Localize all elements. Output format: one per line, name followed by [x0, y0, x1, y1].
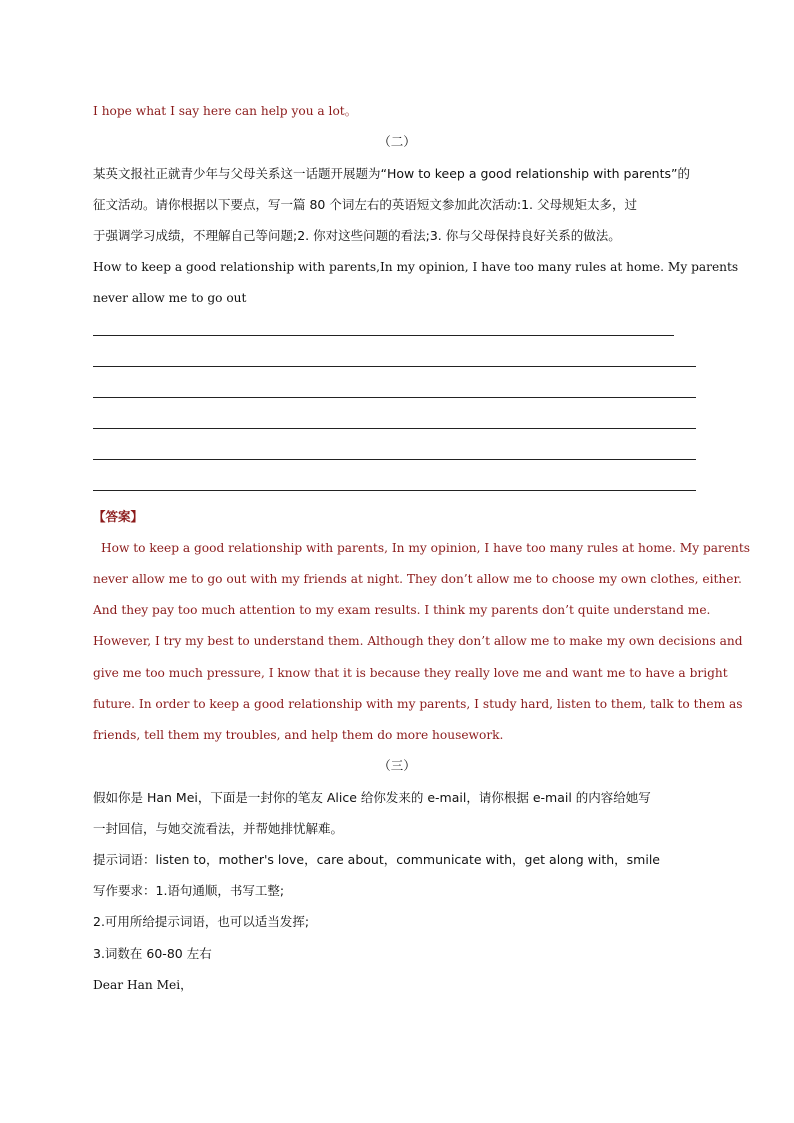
writing-rule	[93, 335, 674, 336]
section-3-prompt-line: 假如你是 Han Mei，下面是一封你的笔友 Alice 给你发来的 e-mail，请你根据 e-mail 的内容给她写	[93, 790, 651, 805]
answer-line: never allow me to go out with my friends at night. They don’t allow me to choose my own clothes, either.	[93, 572, 742, 586]
writing-rule	[93, 428, 696, 429]
writing-rule	[93, 397, 696, 398]
requirement-line: 写作要求：1.语句通顺，书写工整;	[93, 883, 285, 898]
answer-line: friends, tell them my troubles, and help them do more housework.	[93, 728, 504, 742]
top-line: I hope what I say here can help you a lot。	[93, 104, 357, 118]
starter-line: never allow me to go out	[93, 291, 247, 305]
starter-line: How to keep a good relationship with parents,In my opinion, I have too many rules at home. My parents	[93, 260, 739, 274]
answer-line: future. In order to keep a good relationship with my parents, I study hard, listen to them, talk to them as	[93, 697, 743, 711]
writing-rule	[93, 459, 696, 460]
answer-line: And they pay too much attention to my exam results. I think my parents don’t quite understand me.	[93, 603, 711, 617]
letter-greeting: Dear Han Mei，	[93, 978, 193, 992]
hint-words: 提示词语：listen to，mother's love，care about，communicate with，get along with，smile	[93, 852, 660, 867]
requirement-line: 2.可用所给提示词语，也可以适当发挥;	[93, 914, 310, 929]
requirement-line: 3.词数在 60-80 左右	[93, 946, 212, 961]
section-3-prompt-line: 一封回信，与她交流看法，并帮她排忧解难。	[93, 821, 344, 836]
section-2-heading: （二）	[378, 134, 416, 149]
section-2-prompt-line: 于强调学习成绩，不理解自己等问题;2. 你对这些问题的看法;3. 你与父母保持良好关系的做法。	[93, 228, 621, 243]
section-2-prompt-line: 某英文报社正就青少年与父母关系这一话题开展题为“How to keep a good relationship with parents”的	[93, 166, 690, 181]
answer-line: How to keep a good relationship with parents, In my opinion, I have too many rules at home. My parents	[101, 541, 751, 555]
writing-rule	[93, 366, 696, 367]
answer-line: give me too much pressure, I know that it is because they really love me and want me to have a bright	[93, 666, 728, 680]
answer-line: However, I try my best to understand them. Although they don’t allow me to make my own decisions and	[93, 634, 743, 648]
section-2-prompt-line: 征文活动。请你根据以下要点，写一篇 80 个词左右的英语短文参加此次活动:1. 父母规矩太多，过	[93, 197, 637, 212]
writing-rule	[93, 490, 696, 491]
section-3-heading: （三）	[378, 758, 416, 773]
answer-tag: 【答案】	[93, 509, 144, 524]
